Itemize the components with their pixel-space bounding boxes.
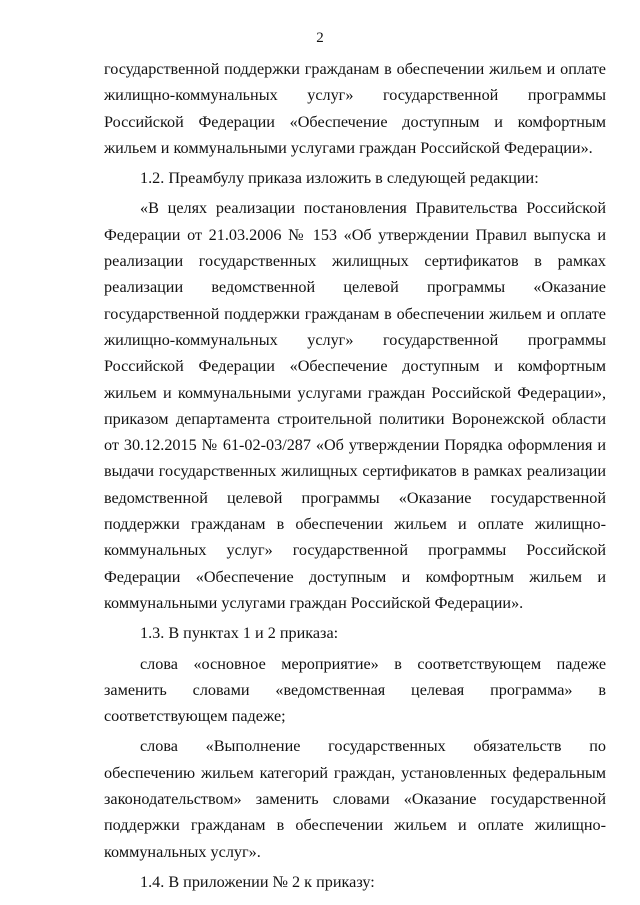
paragraph-words-main-event: слова «основное мероприятие» в соответствующем падеже заменить словами «ведомственная целевая программа» в соответствующем падеже; <box>104 654 606 726</box>
page-number: 2 <box>316 30 324 46</box>
paragraph-words-obligations: слова «Выполнение государственных обязательств по обеспечению жильем категорий граждан, установленных федеральным законодательством» заменить словами «Оказание государственной поддержки гражданам в обеспечении жильем и оплате жилищно-коммунальных услуг». <box>104 737 606 861</box>
paragraph-continuation: государственной поддержки гражданам в обеспечении жильем и оплате жилищно-коммунальных услуг» государственной программы Российской Федерации «Обеспечение доступным и комфортным жильем и коммунальными услугами граждан Российской Федерации». <box>104 60 606 157</box>
paragraph-preamble: «В целях реализации постановления Правительства Российской Федерации от 21.03.2006 № 153 «Об утверждении Правил выпуска и реализации государственных жилищных сертификатов в рамках реализации ведомственной целевой программы «Оказание государственной поддержки гражданам в обеспечении жильем и оплате жилищно-коммунальных услуг» государственной программы Российской Федерации «Обеспечение доступным и комфортным жильем и коммунальными услугами граждан Российской Федерации», приказом департамента строительной политики Воронежской области от 30.12.2015 № 61-02-03/287 «Об утверждении Порядка оформления и выдачи государственных жилищных сертификатов в рамках реализации ведомственной целевой программы «Оказание государственной поддержки гражданам в обеспечении жильем и оплате жилищно-коммунальных услуг» государственной программы Российской Федерации «Обеспечение доступным и комфортным жильем и коммунальными услугами граждан Российской Федерации». <box>104 199 606 612</box>
document-body <box>104 56 606 895</box>
paragraph-item-1-2: 1.2. Преамбулу приказа изложить в следующей редакции: <box>140 169 539 188</box>
paragraph-item-1-4: 1.4. В приложении № 2 к приказу: <box>140 872 375 891</box>
paragraph-item-1-3: 1.3. В пунктах 1 и 2 приказа: <box>140 624 339 643</box>
